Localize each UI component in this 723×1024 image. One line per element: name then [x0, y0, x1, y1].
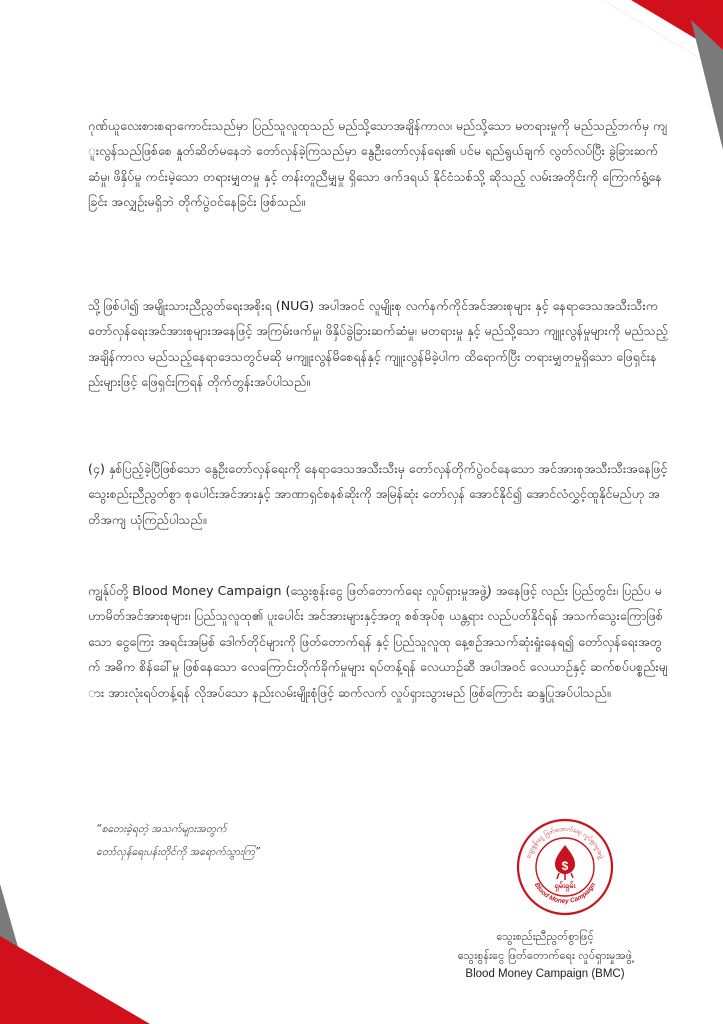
seal-top-text: သွေးစွန်းငွေ ဖြတ်တောက်ရေး လှုပ်ရှားမှုအဖွဲ့ [524, 825, 605, 860]
seal-bottom-text: Blood Money Campaign [532, 881, 598, 906]
closing-quote [96, 818, 346, 864]
signature-line-2: သွေးစွန်းငွေ ဖြတ်တောက်ရေး လှုပ်ရှားမှုအဖွဲ့ [457, 949, 633, 962]
quote-line-2: တော်လှန်ရေးပန်းတိုင်ကို အရောက်သွားကြ” [96, 846, 261, 858]
quote-line-1: “စတေးခဲ့ရတဲ့ အသက်များအတွက် [96, 823, 227, 835]
seal-center-text: ရှမ်းရှမ်း [554, 881, 576, 890]
svg-text:$: $ [561, 859, 569, 873]
paragraph-1: ဂုဏ်ယူလေးစားစရာကောင်းသည်မှာ ပြည်သူလူထုသည် မည်သို့သောအချိန်ကာလ၊ မည်သို့သော မတရားမှုကို မည်သည့်ဘက်မှ ကျူးလွန်သည်ဖြစ်စေ နှုတ်ဆိတ်မနေဘဲ တော်လှန်ခဲ့ကြသည်မှာ နွေဦးတော်လှန်ရေး၏ ပင်မ ရည်ရွယ်ချက် လွတ်လပ်ပြီး ခွဲခြားဆက်ဆံမှု၊ ဖိနှိပ်မှု ကင်းမဲ့သော တရားမျှတမှု နှင့် တန်းတူညီမျှမှု ရှိသော ဖက်ဒရယ် နိုင်ငံသစ်သို့ ဆိုသည့် လမ်းအတိုင်းကို ကြောက်ရွံ့နေခြင်း အလျှဉ်းမရှိဘဲ တိုက်ပွဲဝင်နေခြင်း ဖြစ်သည်။ [88, 118, 668, 210]
paragraph-2: သို့ဖြစ်ပါ၍ အမျိုးသားညီညွတ်ရေးအစိုးရ (NUG) အပါအဝင် လူမျိုးစု လက်နက်ကိုင်အင်အားစုများ နှင့် နေရာဒေသအသီးသီးက တော်လှန်ရေးအင်အားစုများအနေဖြင့် အကြမ်းဖက်မှု၊ ဖိနှိပ်ခွဲခြားဆက်ဆံမှု၊ မတရားမှု နှင့် မည်သို့သော ကျူးလွန်မှုများကို မည်သည့်အချိန်ကာလ မည်သည့်နေရာဒေသတွင်မဆို မကျူးလွန်မိစေရန်နှင့် ကျူးလွန်မိခဲ့ပါက ထိရောက်ပြီး တရားမျှတမှုရှိသော ဖြေရှင်းနည်းများဖြင့် ဖြေရှင်းကြရန် တိုက်တွန်းအပ်ပါသည်။ [88, 298, 668, 390]
bottom-left-red-corner-decoration [0, 914, 150, 1024]
organization-seal [515, 817, 615, 917]
paragraph-4: ကျွန်ုပ်တို့ Blood Money Campaign (သွေးစွန်းငွေ ဖြတ်တောက်ရေး လှုပ်ရှားမှုအဖွဲ့) အနေဖြင့် လည်း ပြည်တွင်း၊ ပြည်ပ မဟာမိတ်အင်အားစုများ၊ ပြည်သူလူထု၏ ပူးပေါင်း အင်အားများနှင့်အတူ စစ်အုပ်စု ယန္တရား လည်ပတ်နိုင်ရန် အသက်သွေးကြောဖြစ်သော ငွေကြေး အရင်းအမြစ် ဒေါက်တိုင်များကို ဖြတ်တောက်ရန် နှင့် ပြည်သူလူထု နေ့စဉ်အသက်ဆုံးရှုံးနေရ၍ တော်လှန်ရေးအတွက် အဓိက စိန်ခေါ်မှု ဖြစ်နေသော လေကြောင်းတိုက်ခိုက်မှုများ ရပ်တန့်ရန် လေယာဉ်ဆီ အပါအဝင် လေယာဉ်နှင့် ဆက်စပ်ပစ္စည်းများ အားလုံးရပ်တန့်ရန် လိုအပ်သော နည်းလမ်းမျိုးစုံဖြင့် ဆက်လက် လှုပ်ရှားသွားမည် ဖြစ်ကြောင်း ဆန္ဒပြုအပ်ပါသည်။ [88, 583, 668, 700]
signature-block [430, 927, 660, 984]
paragraph-3: (၄) နှစ်ပြည့်ခဲ့ပြီဖြစ်သော နွေဦးတော်လှန်ရေးကို နေရာဒေသအသီးသီးမှ တော်လှန်တိုက်ပွဲဝင်နေသော အင်အားစုအသီးသီးအနေဖြင့် သွေးစည်းညီညွတ်စွာ စုပေါင်းအင်အားနှင့် အာဏာရှင်စနစ်ဆိုးကို အမြန်ဆုံး တော်လှန် အောင်နိုင်၍ အောင်လံလွှင့်ထူနိုင်မည်ဟု အတိအကျ ယုံကြည်ပါသည်။ [88, 461, 668, 527]
signature-organization-name: Blood Money Campaign (BMC) [465, 968, 625, 980]
signature-line-1: သွေးစည်းညီညွတ်စွာဖြင့် [496, 930, 594, 943]
